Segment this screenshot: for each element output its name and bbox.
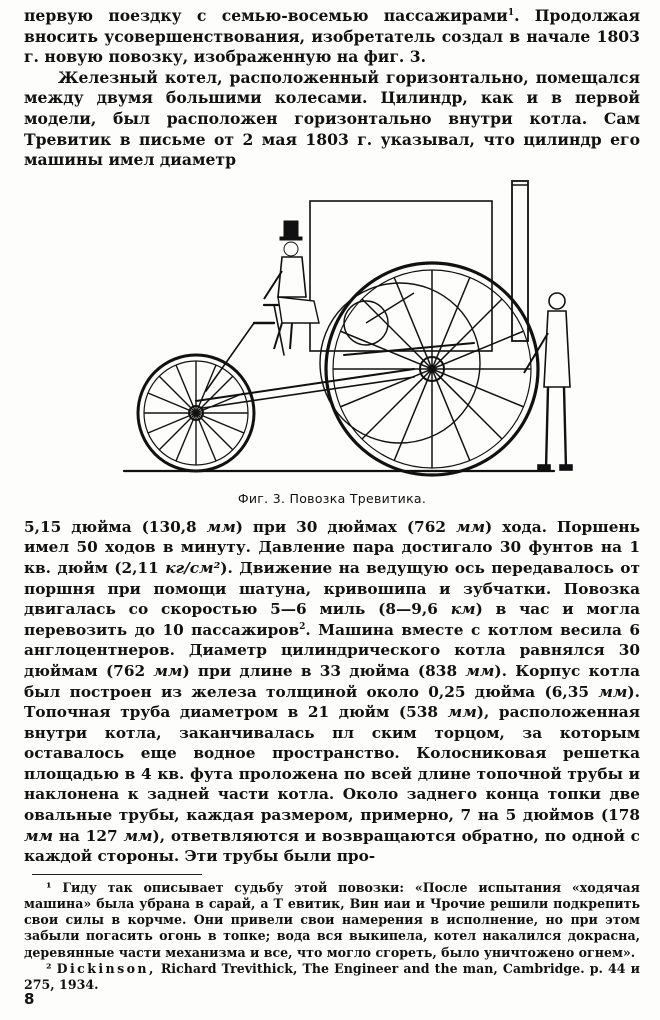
- boiler-paragraph: Железный котел, расположенный горизонтально, помещался между двумя большими колесами. Цилиндр, как и в первой модели, был расположен горизонтально внутри котла. Сам Тревитик в письме от 2 мая 1803 г. указывал, что цилиндр его машины имел диаметр: [24, 67, 640, 170]
- footnote-divider: [32, 874, 202, 875]
- footnote-2: ² Dickinson, Richard Trevithick, The Engineer and the man, Cambridge. p. 44 и 275, 1934.: [24, 960, 641, 993]
- trevithick-carriage-illustration: [114, 173, 574, 485]
- top-paragraph: первую поездку с семью-восемью пассажирами$^1$. Продолжая вносить усовершенствования, изобретатель создал в начале 1803 г. новую повозку, изображенную на фиг. 3.: [24, 6, 640, 67]
- footnote-ref-2: 2: [299, 621, 306, 632]
- document-page: [24, 6, 640, 993]
- footnote-1: ¹ Гиду так описывает судьбу этой повозки: «После испытания «ходячая машина» была убрана в сарай, а Т евитик, Вин иаи и Чрочие решили подкрепить свои силы в корчме. Они привели свои намерения в исполнение, но при этом забыли погасить огонь в топке; вода вся выкипела, котел накалился докрасна, деревянные части механизма и все, что могло сгореть, было уничтожено огнем».: [24, 879, 640, 960]
- page-number: 8: [24, 990, 35, 1008]
- main-text: [24, 517, 640, 867]
- figure-caption: Фиг. 3. Повозка Тревитика.: [237, 490, 427, 506]
- specs-paragraph: 5,15 дюйма (130,8 мм) при 30 дюймах (762 мм) хода. Поршень имел 50 ходов в минуту. Давление пара достигало 30 фунтов на 1 кв. дюйм (2,11 кг/см²). Движение на ведущую ось передавалось от поршня при помощи шатуна, кривошипа и зубчатки. Повозка двигалась со скоростью 5—6 миль (8—9,6 км) в час и могла перевозить до 10 пассажиров$^2$. Машина вместе с котлом весила 6 англоцентнеров. Диаметр цилиндрического котла равнялся 30 дюймам (762 мм) при длине в 33 дюйма (838 мм). Корпус котла был построен из железа толщиной около 0,25 дюйма (6,35 мм). Топочная труба диаметром в 21 дюйм (538 мм), расположенная внутри котла, заканчивалась пл ским торцом, за которым оставалось еще водное пространство. Колосниковая решетка площадью в 4 кв. фута проложена по всей длине топочной трубы и наклонена к задней части котла. Около заднего конца топки две овальные трубы, каждая размером, примерно, 7 на 5 дюймов (178 мм на 127 мм), ответвляются и возвращаются обратно, по одной с каждой стороны. Эти трубы были про-: [24, 517, 641, 866]
- figure-3: [24, 173, 640, 509]
- footnote-ref-1: 1: [507, 7, 515, 18]
